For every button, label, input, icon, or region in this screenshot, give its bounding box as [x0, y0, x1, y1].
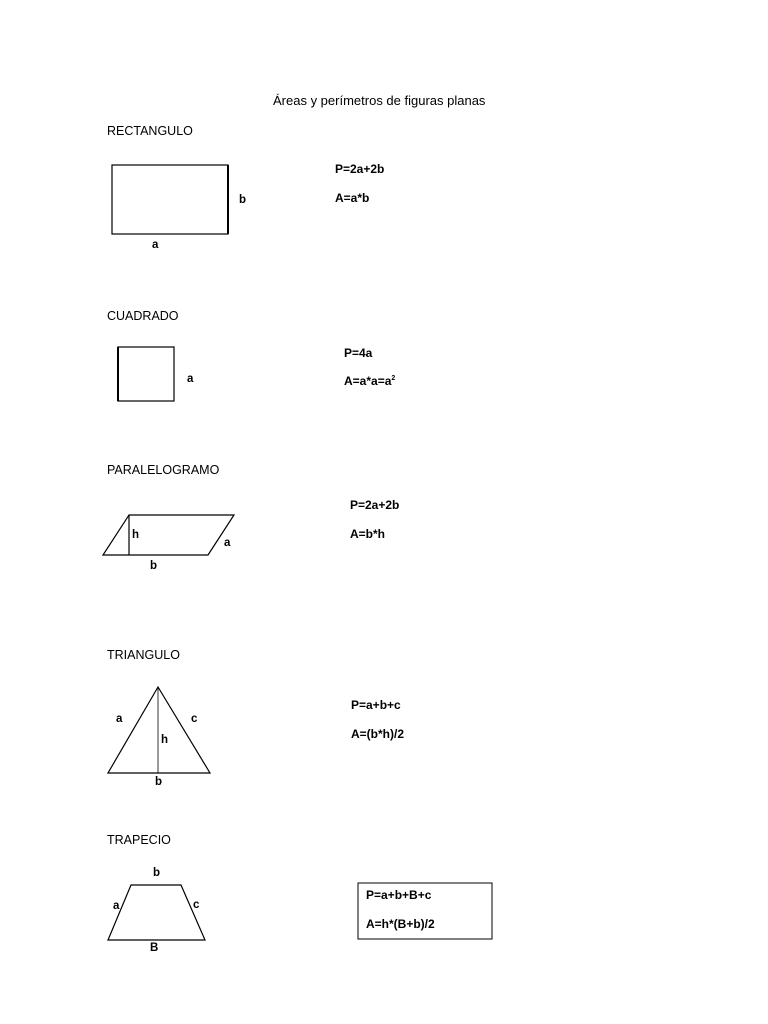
trapecio-heading: TRAPECIO [107, 833, 171, 847]
triangle-label-b: b [155, 776, 163, 788]
cuadrado-heading: CUADRADO [107, 309, 179, 323]
rectangle-label-a: a [152, 239, 159, 251]
trapezoid-label-c: c [193, 899, 200, 911]
rectangle-perimeter: P=2a+2b [335, 162, 385, 176]
parallelogram-area: A=b*h [350, 527, 386, 541]
page-title: Áreas y perímetros de figuras planas [273, 93, 486, 108]
square-perimeter: P=4a [344, 346, 373, 360]
parallelogram-perimeter: P=2a+2b [350, 498, 400, 512]
triangulo-heading: TRIANGULO [107, 648, 180, 662]
triangle-shape [108, 687, 210, 773]
triangle-label-c: c [191, 713, 198, 725]
square-area-exponent: 2 [391, 375, 396, 382]
rectangle-shape [112, 165, 228, 234]
parallelogram-shape [103, 515, 234, 555]
rectangulo-heading: RECTANGULO [107, 124, 193, 138]
parallelogram-label-h: h [132, 529, 140, 541]
trapezoid-label-a: a [113, 900, 120, 912]
triangle-label-h: h [161, 734, 169, 746]
trapezoid-label-B: B [150, 942, 159, 954]
parallelogram-label-b: b [150, 560, 158, 572]
parallelogram-label-a: a [224, 537, 231, 549]
trapezoid-label-b: b [153, 867, 161, 879]
square-label-a: a [187, 373, 194, 385]
rectangle-label-b: b [239, 194, 247, 206]
paralelogramo-heading: PARALELOGRAMO [107, 463, 220, 477]
triangle-perimeter: P=a+b+c [351, 698, 401, 712]
triangle-area: A=(b*h)/2 [351, 727, 405, 741]
square-shape [118, 347, 174, 401]
trapezoid-shape [108, 885, 205, 940]
trapezoid-area: A=h*(B+b)/2 [366, 917, 435, 931]
rectangle-area: A=a*b [335, 191, 370, 205]
trapezoid-perimeter: P=a+b+B+c [366, 888, 432, 902]
triangle-label-a: a [116, 713, 123, 725]
square-area-base: A=a*a=a [344, 374, 392, 388]
square-area [344, 374, 395, 388]
